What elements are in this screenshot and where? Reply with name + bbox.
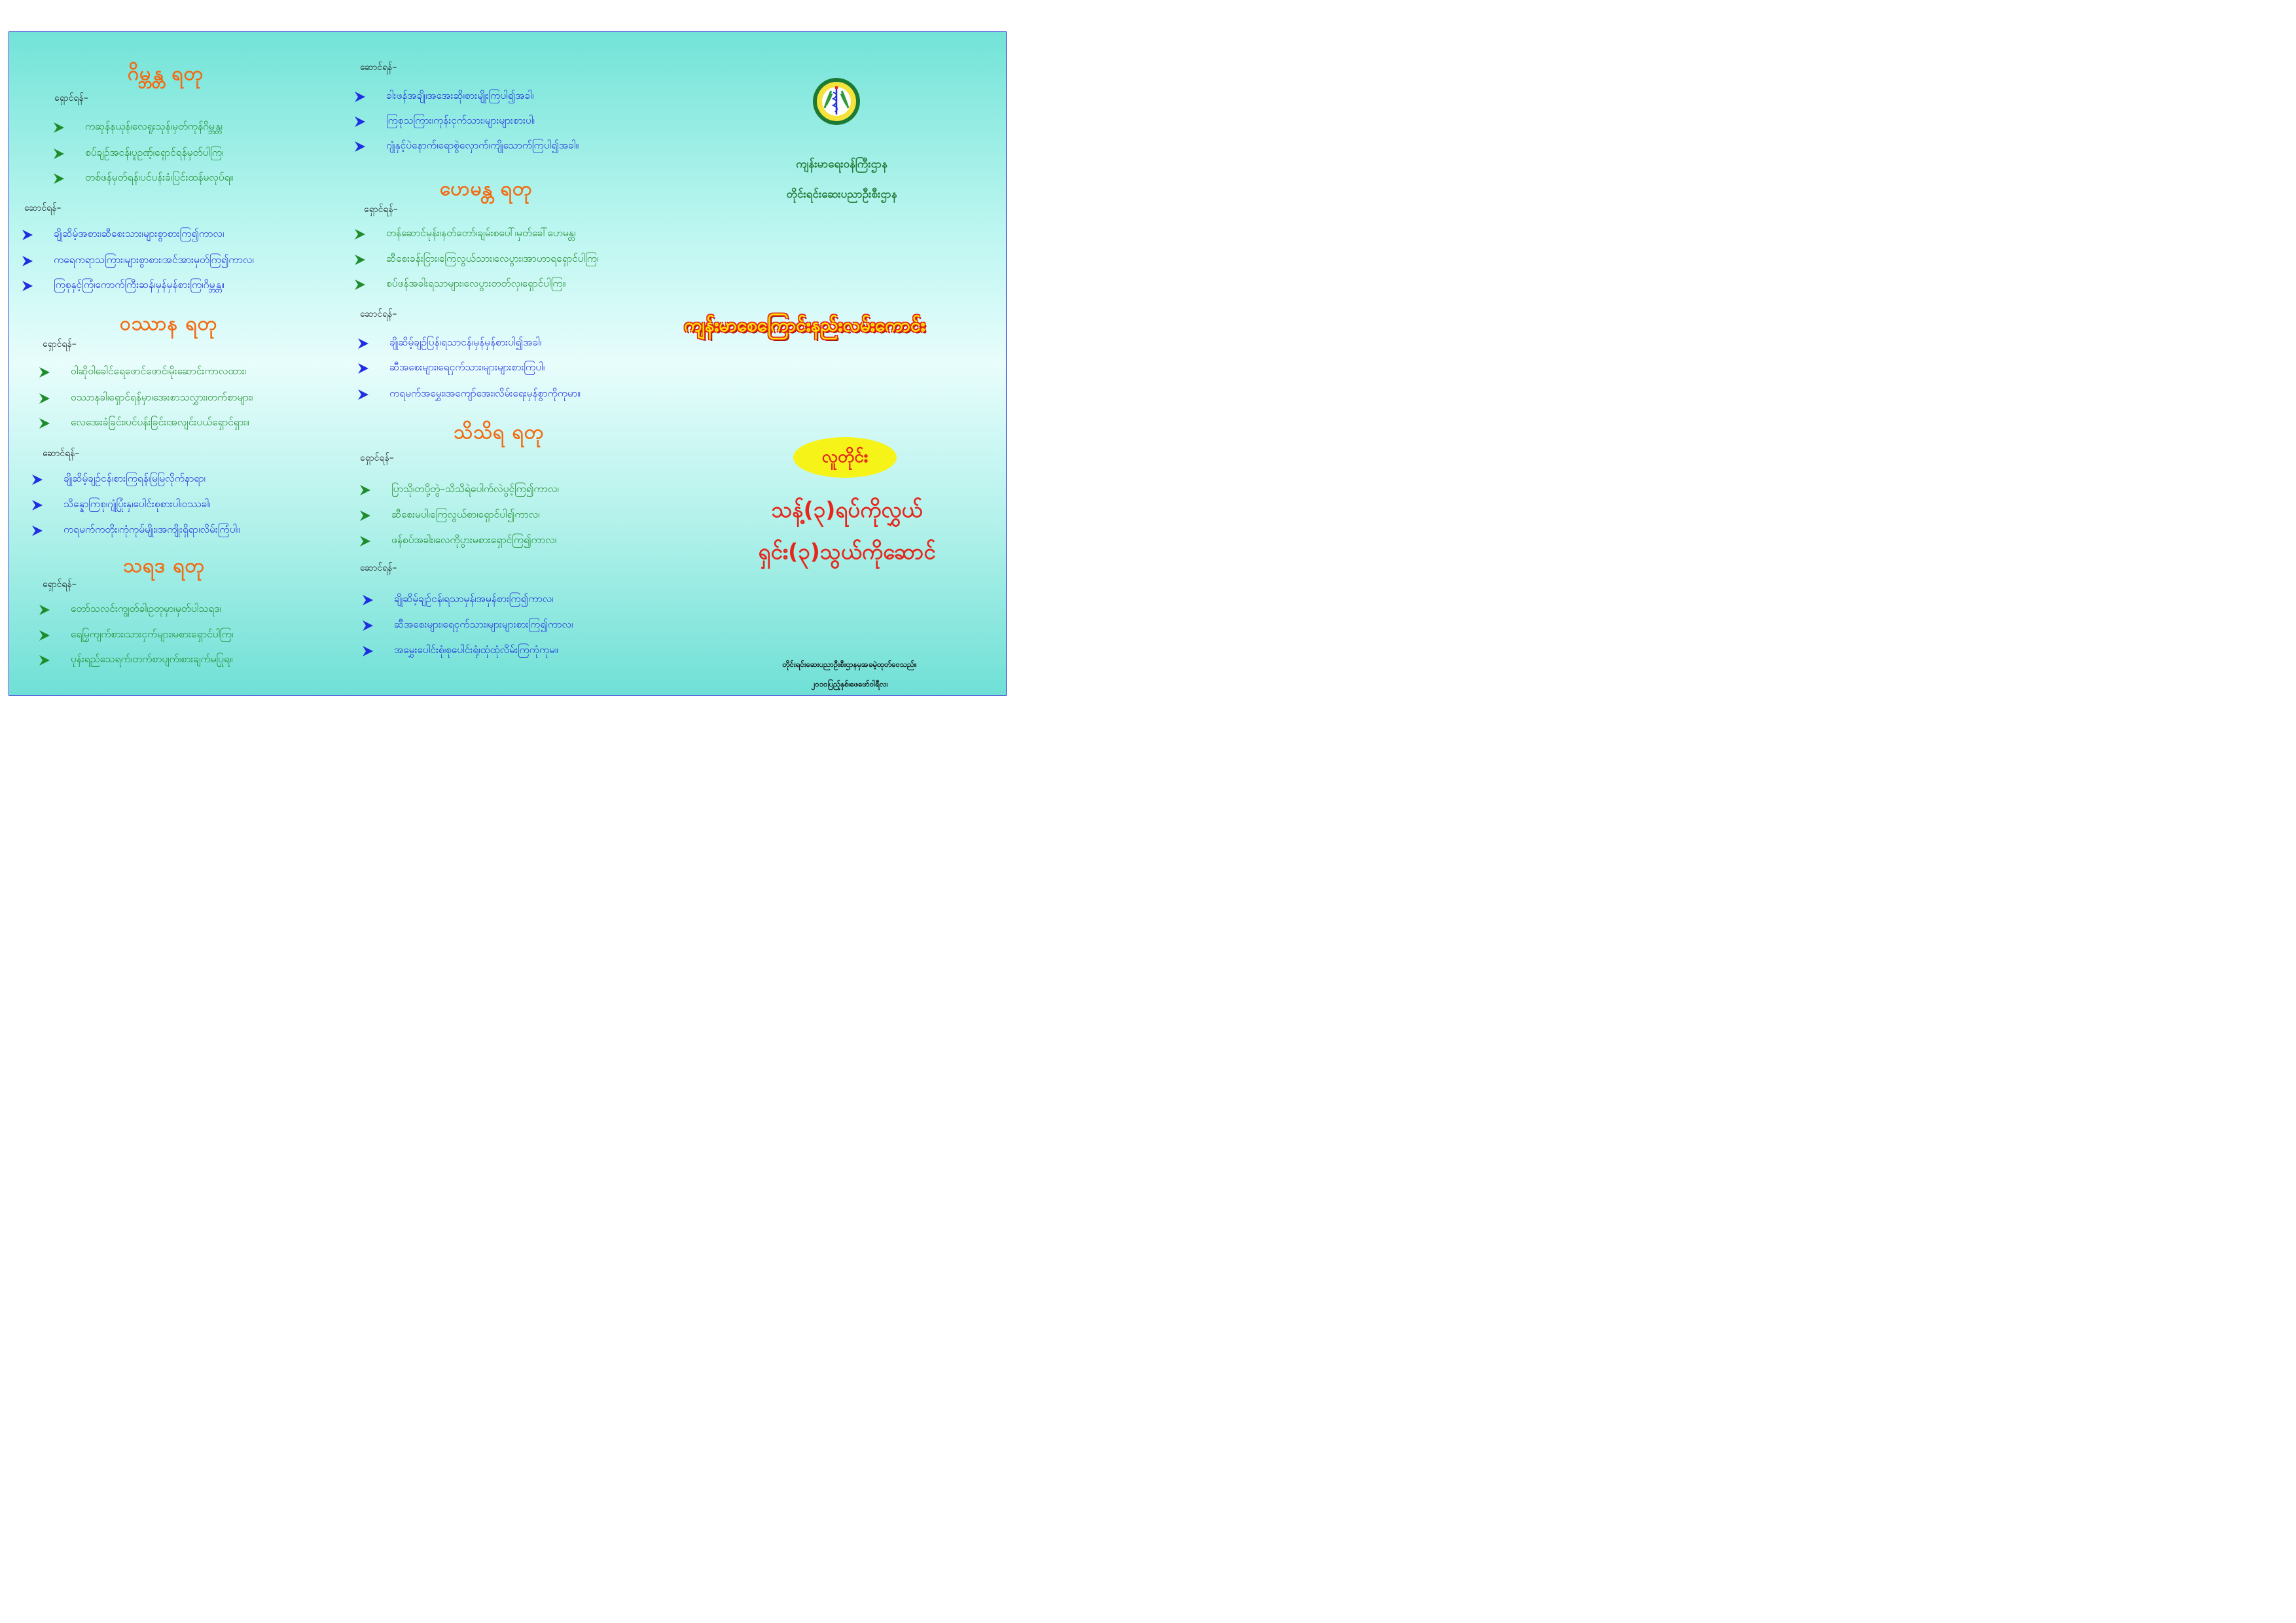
season-title: ဂိမ္ဘန္တ ရတု bbox=[128, 62, 204, 85]
arrow-bullet-icon bbox=[357, 337, 371, 350]
list-item bbox=[38, 602, 221, 617]
list-item bbox=[38, 416, 249, 431]
arrow-bullet-icon bbox=[38, 603, 52, 616]
list-item-text: အမွှေးပေါင်းစုံ၊စုပေါင်းရုံ၊ထုံထုံလိမ်းကြကုံကုမ။ bbox=[394, 644, 558, 656]
arrow-bullet-icon bbox=[353, 90, 368, 103]
list-item-text: ရေမြှကျက်စား၊သားငှက်များ၊မစားရှောင်ပါကြ၊ bbox=[71, 628, 234, 640]
list-item-text: စပ်ဖန်အခါးရသာများ၊လေပွားတတ်လှ၊ရှောင်ပါကြ။ bbox=[386, 277, 566, 289]
arrow-bullet-icon bbox=[361, 645, 376, 658]
list-item-text: ဆီစေးခန်းငြား၊ကြေလွယ်သား၊လေပွား၊အာဟာရရှောင်ပါကြ၊ bbox=[386, 253, 599, 264]
season-title: သရဒ ရတု bbox=[123, 554, 205, 577]
list-item-text: ချိုဆိမ့်အစား၊ဆီစေးသား၊များစွာစားကြ၍ကာလ၊ bbox=[54, 228, 224, 240]
arrow-bullet-icon bbox=[38, 629, 52, 642]
list-item-text: သိန္နောကြစု၊ဂျုံပြုံးနှ၊ပေါင်းစုစားပါ၊ဝဿခါ၊ bbox=[63, 498, 211, 510]
list-item bbox=[52, 171, 233, 186]
everyone-badge bbox=[793, 437, 897, 478]
arrow-bullet-icon bbox=[353, 278, 368, 291]
list-item-text: တော်သလင်းကျွတ်ခါ၊ဥတုမှာ၊မှတ်ပါသရဒ၊ bbox=[71, 603, 221, 615]
list-item-text: တစ်ဖန်မှတ်ရန်၊ပင်ပန်းခံ၊ပြင်းထန်မလုပ်ရ။ bbox=[85, 171, 234, 183]
season-title: ဝဿာန ရတု bbox=[120, 312, 217, 335]
arrow-bullet-icon bbox=[52, 172, 67, 185]
follow-label: ဆောင်ရန်– bbox=[360, 62, 397, 73]
arrow-bullet-icon bbox=[38, 654, 52, 667]
list-item-text: လေအေးခံခြင်း၊ပင်ပန်းခြင်း၊အလျင်းပယ်ရှောင်ရှား။ bbox=[71, 416, 249, 428]
list-item-text: တန်ဆောင်မုန်း၊နတ်တော်၊ချမ်းစပေါ်၊မှတ်ခေါ်ဟေမန္တ၊ bbox=[386, 227, 576, 239]
list-item-text: ကရမက်ကတိုး၊ကုံကုမ်မျိုး၊အကျိုးရှိရာ၊လိမ်းကြံပါ။ bbox=[63, 524, 240, 535]
list-item-text: ခါးဖန်အချို၊အအေးဆို၊စားမျိုးကြပါ၍အခါ၊ bbox=[386, 90, 534, 101]
arrow-bullet-icon bbox=[361, 619, 376, 632]
arrow-bullet-icon bbox=[21, 255, 35, 268]
list-item-text: ဖန်စပ်အခါး၊လေကိုပွားမစားရှောင်ကြ၍ကာလ၊ bbox=[391, 534, 557, 546]
arrow-bullet-icon bbox=[359, 509, 373, 522]
list-item-text: ဂျုံနှင့်ပဲနောက်၊ရောစွဲလှောက်၊ကျိုသောက်ကြပါ၍အခါ။ bbox=[386, 139, 579, 151]
list-item bbox=[359, 508, 540, 523]
ministry-name: ကျန်းမာရေးဝန်ကြီးဌာန bbox=[796, 158, 888, 171]
arrow-bullet-icon bbox=[353, 115, 368, 128]
list-item bbox=[38, 652, 233, 668]
list-item bbox=[353, 114, 535, 129]
follow-label: ဆောင်ရန်– bbox=[360, 563, 397, 573]
list-item bbox=[353, 226, 575, 241]
list-item bbox=[359, 533, 556, 548]
avoid-label: ရှောင်ရန်– bbox=[364, 204, 398, 215]
arrow-bullet-icon bbox=[353, 228, 368, 241]
arrow-bullet-icon bbox=[359, 535, 373, 548]
publication-date: ၂၀၁၀ပြည့်နှစ်၊ဖေဖော်ဝါရီလ၊ bbox=[811, 679, 888, 688]
list-item bbox=[361, 643, 558, 658]
slogan-line-2: ရှင်း(၃)သွယ်ကိုဆောင် bbox=[758, 539, 936, 564]
arrow-bullet-icon bbox=[357, 388, 371, 401]
list-item bbox=[52, 120, 223, 135]
list-item bbox=[353, 89, 533, 104]
list-item bbox=[353, 277, 565, 292]
list-item-text: ကဆုန်နယုန်၊လေရူးသုန်၊မှတ်ကုန်ဂိမ္ဘန္တ၊ bbox=[85, 120, 223, 132]
list-item-text: ကရေကရာသကြား၊များစွာစား၊အင်အားမှတ်ကြ၍ကာလ၊ bbox=[54, 254, 254, 266]
list-item-text: ချိုဆိမ့်ချဉ်ငန်၊ရသာမှန်၊အမှန်စားကြ၍ကာလ၊ bbox=[394, 593, 554, 605]
arrow-bullet-icon bbox=[21, 279, 35, 293]
list-item bbox=[31, 523, 240, 538]
list-item-text: ချိုဆိမ့်ချဉ်ပြန်၊ရသာငန်၊မှန်မှန်စားပါ၍အခါ၊ bbox=[389, 336, 542, 348]
list-item bbox=[353, 252, 598, 267]
list-item bbox=[357, 336, 541, 351]
arrow-bullet-icon bbox=[38, 392, 52, 405]
list-item bbox=[357, 387, 581, 402]
arrow-bullet-icon bbox=[52, 147, 67, 160]
arrow-bullet-icon bbox=[52, 121, 67, 134]
list-item bbox=[353, 139, 579, 154]
season-title: သိသိရ ရတု bbox=[454, 421, 545, 444]
follow-label: ဆောင်ရန်– bbox=[360, 309, 397, 319]
season-title: ဟေမန္တ ရတု bbox=[440, 177, 533, 200]
ministry-emblem-icon bbox=[812, 77, 861, 126]
list-item bbox=[31, 497, 211, 512]
arrow-bullet-icon bbox=[21, 228, 35, 241]
badge-label: လူတိုင်း bbox=[821, 446, 869, 467]
arrow-bullet-icon bbox=[361, 594, 376, 607]
list-item bbox=[38, 365, 246, 380]
publisher-note: တိုင်းရင်းဆေးပညာဦးစီးဌာနမှအခမဲ့ထုတ်ဝေသည်။ bbox=[782, 660, 917, 669]
list-item bbox=[361, 618, 573, 633]
list-item-text: စပ်ချဉ်အငန်၊ပူဥဏ့်၊ရှောင်ရန်မှတ်ပါကြ၊ bbox=[85, 147, 224, 158]
avoid-label: ရှောင်ရန်– bbox=[360, 453, 394, 463]
list-item bbox=[359, 482, 559, 497]
arrow-bullet-icon bbox=[353, 253, 368, 266]
list-item-text: ဆီအစေးများ၊ရေငှက်သား၊များများစားကြပါ၊ bbox=[389, 361, 545, 373]
arrow-bullet-icon bbox=[31, 499, 45, 512]
list-item-text: ဆီအစေးများ၊ရေငှက်သား၊များများစားကြ၍ကာလ၊ bbox=[394, 618, 573, 630]
brochure-title: ကျန်းမာစေကြောင်းနည်းလမ်းကောင်း bbox=[684, 314, 925, 336]
arrow-bullet-icon bbox=[357, 362, 371, 375]
avoid-label: ရှောင်ရန်– bbox=[43, 579, 77, 590]
list-item bbox=[38, 391, 253, 406]
arrow-bullet-icon bbox=[31, 473, 45, 486]
department-name: တိုင်းရင်းဆေးပညာဦးစီးဌာန bbox=[786, 188, 897, 201]
list-item bbox=[21, 278, 224, 293]
list-item bbox=[357, 361, 545, 376]
list-item-text: ချိုဆိမ့်ချဉ်ငန်၊စားကြရန်၊မြမြလိုက်နာရာ၊ bbox=[63, 473, 206, 484]
list-item-text: ကရမက်အမွှေး၊အကျော်အေး၊လိမ်းရေးမှန်စွာကိုကုမာ။ bbox=[389, 387, 581, 399]
list-item bbox=[21, 253, 254, 268]
list-item bbox=[52, 146, 223, 161]
list-item-text: ကြစုနှင့်ကြံ၊ကောက်ကြီးဆန်၊မှန်မှန်စားကြ၊ဂိမ္ဘန္တ။ bbox=[54, 279, 224, 291]
avoid-label: ရှောင်ရန်– bbox=[54, 93, 88, 103]
slogan-line-1: သန့်(၃)ရပ်ကိုလွှယ် bbox=[771, 497, 923, 522]
follow-label: ဆောင်ရန်– bbox=[24, 203, 62, 213]
list-item bbox=[38, 628, 233, 643]
arrow-bullet-icon bbox=[38, 417, 52, 430]
arrow-bullet-icon bbox=[38, 366, 52, 379]
arrow-bullet-icon bbox=[359, 484, 373, 497]
list-item-text: ဆီစေးမပါ၊ကြေလွယ်စာ၊ရှောင်ပါ၍ကာလ၊ bbox=[391, 508, 540, 520]
list-item-text: ပုန်းရည်သေရက်၊တက်စာပျက်၊စားချက်မပြုရ။ bbox=[71, 653, 233, 665]
avoid-label: ရှောင်ရန်– bbox=[43, 339, 77, 349]
list-item-text: ဝါဆိုဝါခေါင်ရေဖောင်ဖောင်၊မိုးဆောင်းကာလထား၊ bbox=[71, 365, 247, 377]
list-item-text: ဝဿာနခါ၊ရှောင်ရန်မှာ၊အေးစာသလွှား၊တက်စာများ၊ bbox=[71, 391, 253, 403]
list-item-text: ပြာသို၊တပို့တွဲ–သိသိရဲပေါက်လဲပွင့်ကြ၍ကာလ၊ bbox=[391, 483, 559, 495]
list-item bbox=[361, 592, 554, 607]
list-item bbox=[21, 227, 224, 242]
follow-label: ဆောင်ရန်– bbox=[43, 448, 80, 459]
list-item-text: ကြစုသကြား၊ကုန်းငှက်သား၊များများစားပါ၊ bbox=[386, 115, 535, 126]
arrow-bullet-icon bbox=[353, 140, 368, 153]
list-item bbox=[31, 472, 206, 487]
arrow-bullet-icon bbox=[31, 524, 45, 537]
